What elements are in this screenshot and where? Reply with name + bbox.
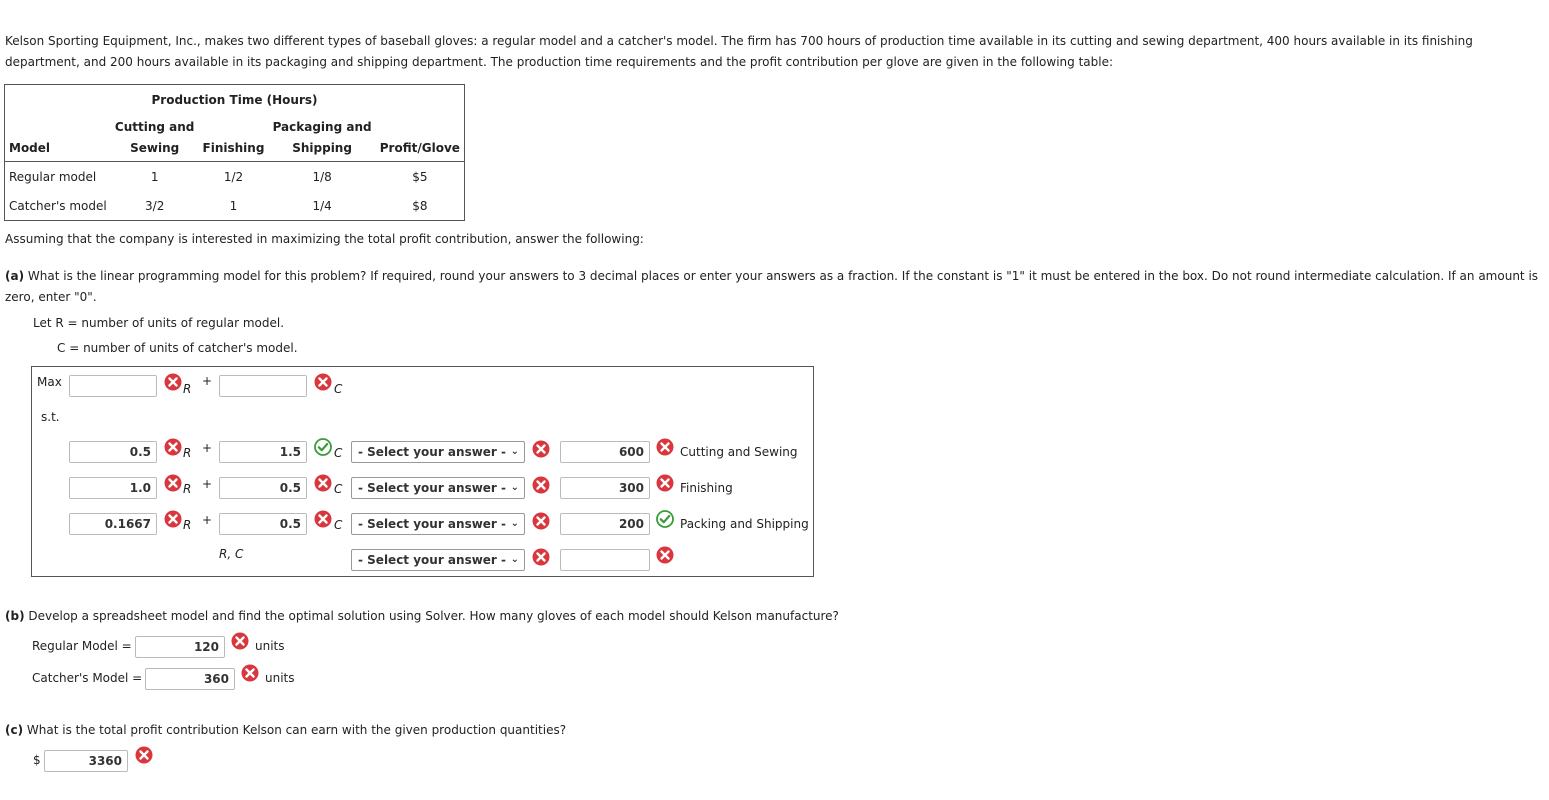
wrong-icon xyxy=(231,632,249,650)
col-header-profit: Profit/Glove xyxy=(379,141,460,155)
var-c: C xyxy=(334,482,343,496)
let-c-text: C = number of units of catcher's model. xyxy=(57,341,298,355)
col-header-model: Model xyxy=(9,141,51,155)
chevron-down-icon: ⌄ xyxy=(510,446,519,457)
constraint-1-r-coef-input[interactable] xyxy=(69,441,157,463)
wrong-icon xyxy=(314,373,332,391)
wrong-icon xyxy=(656,438,674,456)
var-r: R xyxy=(183,482,192,496)
constraint-3-label: Packing and Shipping xyxy=(680,517,809,531)
problem-intro: Kelson Sporting Equipment, Inc., makes two different types of baseball gloves: a regular model and a catcher's model. The firm has 700 hours of production time available in its cutting and sewing department, 400 hours available in its finishing department, and 200 hours available in its packaging and shipping department. The production time requirements and the profit contribution per glove are given in the following table: xyxy=(5,34,1473,69)
col-header-packaging: Packaging and Shipping xyxy=(272,120,372,155)
plus-sign: + xyxy=(202,513,213,527)
constraint-3-c-coef-input[interactable] xyxy=(219,513,307,535)
constraint-1-c-coef-input[interactable] xyxy=(219,441,307,463)
var-r: R xyxy=(183,446,192,460)
wrong-icon xyxy=(532,512,550,530)
currency-symbol: $ xyxy=(33,753,41,767)
objective-r-coef-input[interactable] xyxy=(69,375,157,397)
constraint-2-r-coef-input[interactable] xyxy=(69,477,157,499)
wrong-icon xyxy=(135,746,153,764)
constraint-3-rhs-input[interactable] xyxy=(560,513,650,535)
plus-sign: + xyxy=(202,441,213,455)
catchers-model-input[interactable] xyxy=(145,668,235,690)
var-c: C xyxy=(334,382,343,396)
var-c: C xyxy=(334,446,343,460)
wrong-icon xyxy=(532,548,550,566)
constraint-1-rhs-input[interactable] xyxy=(560,441,650,463)
constraint-3-r-coef-input[interactable] xyxy=(69,513,157,535)
part-c-question: (c) What is the total profit contribution Kelson can earn with the given production quantities? xyxy=(5,723,567,737)
wrong-icon xyxy=(164,510,182,528)
regular-model-input[interactable] xyxy=(135,636,225,658)
table-row: Regular model 1 1/2 1/8 $5 xyxy=(5,162,465,192)
objective-c-coef-input[interactable] xyxy=(219,375,307,397)
wrong-icon xyxy=(314,474,332,492)
wrong-icon xyxy=(164,474,182,492)
table-row: Catcher's model 3/2 1 1/4 $8 xyxy=(9,198,428,213)
constraint-2-label: Finishing xyxy=(680,481,733,495)
units-label: units xyxy=(265,671,295,685)
lp-model-box xyxy=(31,366,814,577)
part-a-question: (a) What is the linear programming model for this problem? If required, round your answers to 3 decimal places or enter your answers as a fraction. If the constant is "1" it must be entered in the box. Do not round intermediate calculation. If an amount is zero, enter "0". xyxy=(5,269,1539,304)
constraint-2-rhs-input[interactable] xyxy=(560,477,650,499)
var-c: C xyxy=(334,518,343,532)
nonneg-relation-select[interactable]: - Select your answer - ⌄ xyxy=(351,549,525,571)
st-label: s.t. xyxy=(41,410,60,424)
chevron-down-icon: ⌄ xyxy=(510,482,519,493)
let-r-text: Let R = number of units of regular model. xyxy=(33,316,285,330)
production-table xyxy=(4,84,465,221)
var-r: R xyxy=(183,518,192,532)
plus-sign: + xyxy=(202,477,213,491)
wrong-icon xyxy=(532,476,550,494)
constraint-2-c-coef-input[interactable] xyxy=(219,477,307,499)
wrong-icon xyxy=(656,546,674,564)
wrong-icon xyxy=(314,510,332,528)
wrong-icon xyxy=(241,664,259,682)
col-header-finishing: Finishing xyxy=(202,141,265,155)
wrong-icon xyxy=(656,474,674,492)
nonneg-vars: R, C xyxy=(219,547,244,561)
nonneg-rhs-input[interactable] xyxy=(560,549,650,571)
chevron-down-icon: ⌄ xyxy=(510,518,519,529)
part-b-question: (b) Develop a spreadsheet model and find the optimal solution using Solver. How many gloves of each model should Kelson manufacture? xyxy=(5,609,839,623)
constraint-1-relation-select[interactable]: - Select your answer - ⌄ xyxy=(351,441,525,463)
col-header-cutting: Cutting and Sewing xyxy=(114,120,195,155)
units-label: units xyxy=(255,639,285,653)
wrong-icon xyxy=(164,373,182,391)
table-group-header: Production Time (Hours) xyxy=(151,93,318,107)
correct-icon xyxy=(314,438,332,456)
var-r: R xyxy=(183,382,192,396)
assumption-text: Assuming that the company is interested in maximizing the total profit contribution, answer the following: xyxy=(5,232,644,246)
wrong-icon xyxy=(532,440,550,458)
constraint-3-relation-select[interactable]: - Select your answer - ⌄ xyxy=(351,513,525,535)
correct-icon xyxy=(656,510,674,528)
constraint-1-label: Cutting and Sewing xyxy=(680,445,798,459)
total-profit-input[interactable] xyxy=(44,750,128,772)
catchers-model-label: Catcher's Model = xyxy=(32,671,143,685)
plus-sign: + xyxy=(202,374,213,388)
max-label: Max xyxy=(37,375,62,389)
constraint-2-relation-select[interactable]: - Select your answer - ⌄ xyxy=(351,477,525,499)
chevron-down-icon: ⌄ xyxy=(510,554,519,565)
wrong-icon xyxy=(164,438,182,456)
regular-model-label: Regular Model = xyxy=(32,639,132,653)
